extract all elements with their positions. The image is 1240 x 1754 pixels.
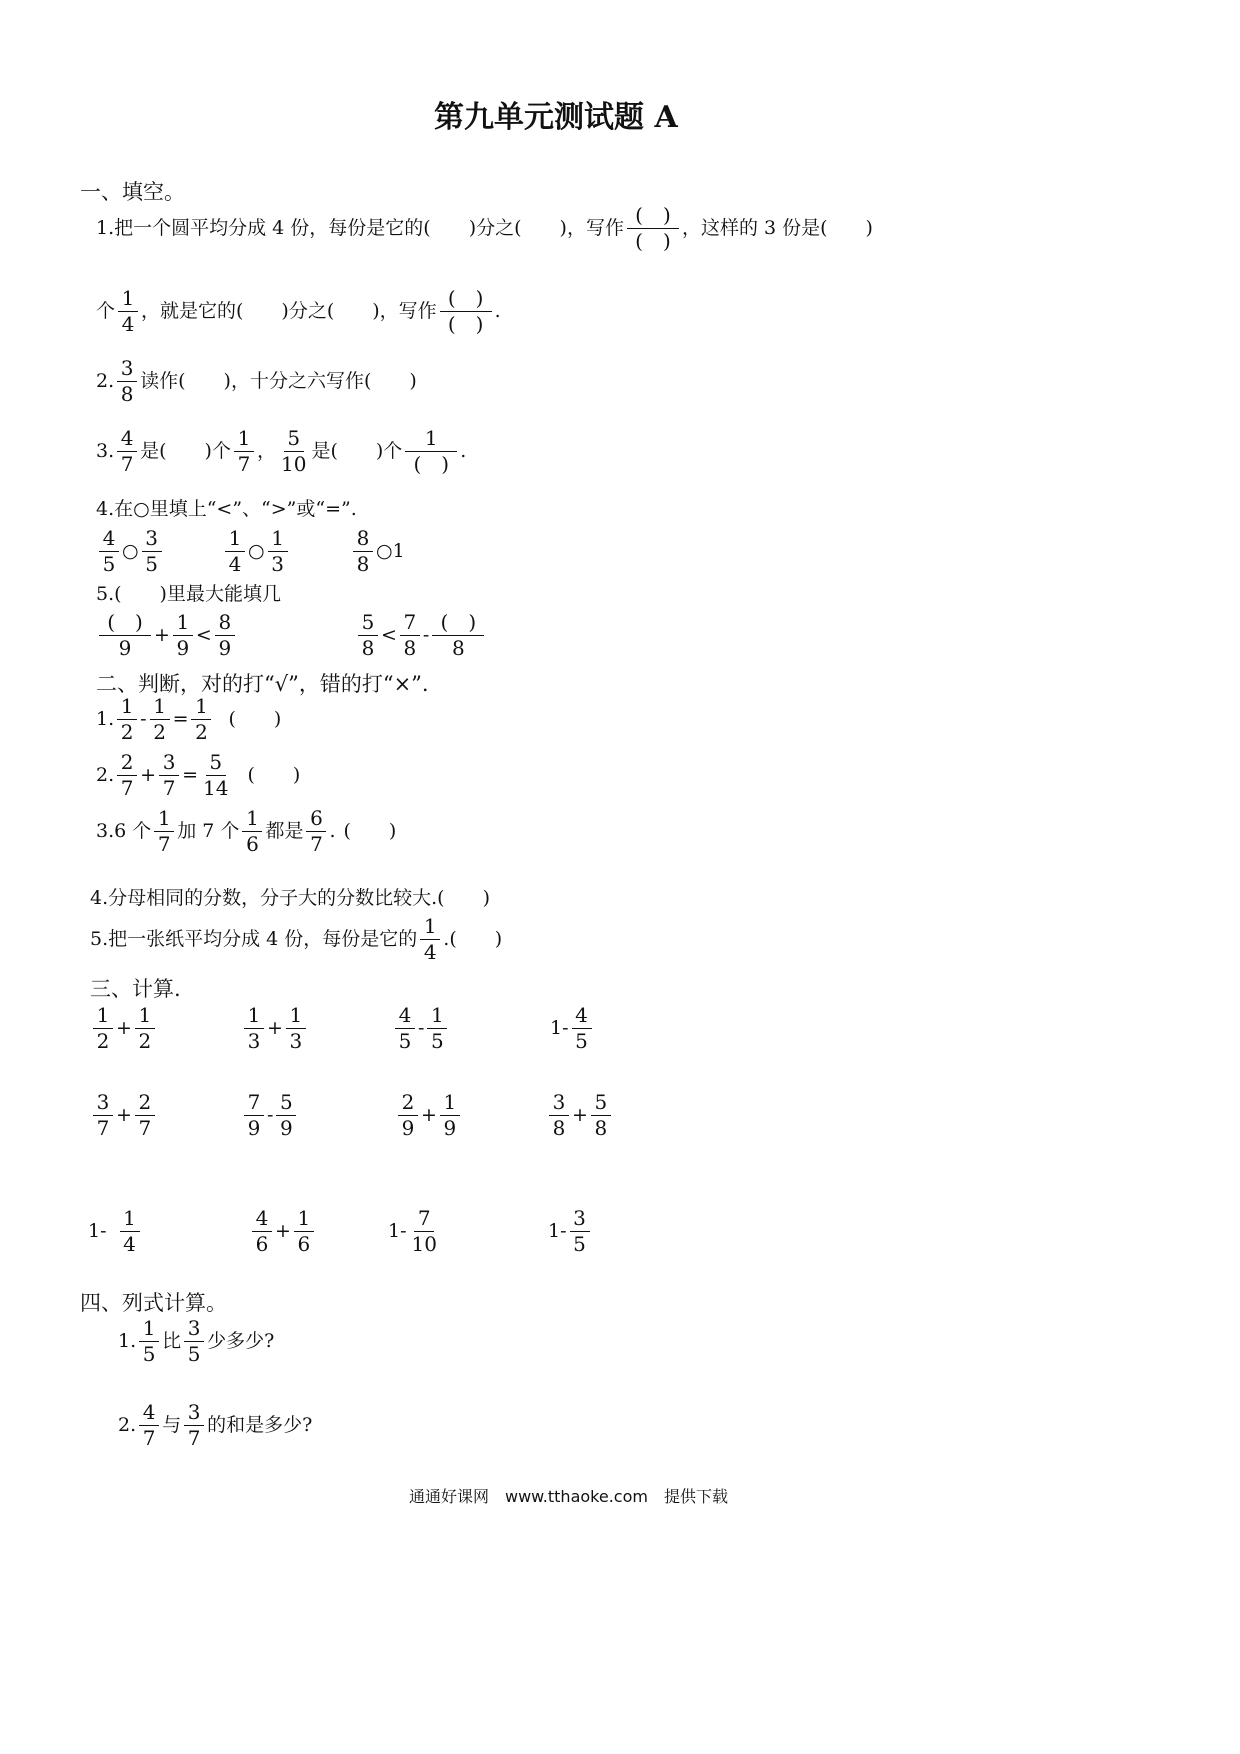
section-heading: 二、判断，对的打“√”，错的打“×”. [96, 672, 429, 696]
fraction: $\frac{2}{7}$ [135, 1092, 155, 1139]
fraction: $\frac{1}{2}$ [191, 696, 211, 743]
fraction: $\frac{8}{9}$ [215, 612, 235, 659]
text: ，这样的 3 份是( ) [681, 217, 873, 239]
calc-item [90, 1005, 158, 1052]
circle-blank[interactable]: ○ [376, 540, 393, 562]
text: ，就是它的( )分之( )，写作 [141, 300, 437, 322]
fraction: $\frac{2}{9}$ [398, 1092, 418, 1139]
operator: < [381, 624, 397, 646]
text: 1- [550, 1017, 569, 1039]
operator: + [116, 1104, 132, 1126]
operator: - [140, 708, 147, 730]
fraction: $\frac{4}{7}$ [139, 1402, 159, 1449]
fraction: $\frac{7}{10}$ [411, 1206, 437, 1256]
word-problem-2 [118, 1402, 312, 1449]
text: 1. [96, 708, 115, 730]
operator: - [422, 624, 430, 646]
fraction: $\frac{1}{7}$ [234, 428, 254, 475]
judge-5 [90, 916, 502, 963]
fraction: $\frac{3}{7}$ [159, 752, 179, 799]
operator: = [172, 708, 189, 730]
text: 1 [392, 540, 405, 562]
fraction: $\frac{1}{6}$ [242, 808, 262, 855]
operator: + [140, 764, 157, 786]
compare-1 [96, 528, 165, 575]
word-problem-1 [118, 1318, 274, 1365]
judge-2 [96, 752, 300, 799]
circle-blank[interactable]: ○ [248, 540, 265, 562]
fraction: $\frac{3}{8}$ [549, 1092, 569, 1139]
text: . [494, 300, 501, 322]
fraction: $\frac{3}{7}$ [184, 1402, 204, 1449]
answer-blank[interactable]: ( ) [247, 764, 301, 786]
text: 个 [96, 300, 116, 322]
fraction: $\frac{5}{8}$ [358, 612, 378, 659]
fraction: $\frac{( )}{( )}$ [440, 288, 492, 335]
calc-item [90, 1092, 158, 1139]
fraction: $\frac{1}{3}$ [286, 1005, 306, 1052]
fill-q5: 5.( )里最大能填几 [96, 583, 281, 605]
circle-blank[interactable]: ○ [122, 540, 139, 562]
footer: 通通好课网 www.tthaoke.com 提供下载 [409, 1487, 728, 1506]
fraction: $\frac{4}{6}$ [252, 1208, 272, 1255]
text: 的和是多少? [207, 1414, 313, 1436]
judge-3 [96, 808, 396, 855]
fraction: $\frac{1}{4}$ [118, 288, 138, 335]
fraction: $\frac{2}{7}$ [117, 752, 137, 799]
fill-q1-line2 [96, 288, 501, 335]
fraction: $\frac{3}{8}$ [117, 358, 137, 405]
compare-3 [350, 528, 405, 575]
text: 2. [96, 764, 115, 786]
section-heading: 三、计算. [90, 977, 181, 1001]
operator: - [267, 1104, 274, 1126]
text: . [460, 440, 467, 462]
text: . [329, 820, 336, 842]
calc-item [88, 1208, 143, 1255]
ineq-2 [355, 612, 487, 659]
fraction: $\frac{7}{8}$ [400, 612, 420, 659]
text: 1. [118, 1330, 137, 1352]
fraction: $\frac{4}{5}$ [395, 1005, 415, 1052]
fraction: $\frac{1}{7}$ [154, 808, 174, 855]
page-title: 第九单元测试题 A [434, 100, 678, 135]
fraction: $\frac{1}{4}$ [420, 916, 440, 963]
calc-item [550, 1005, 595, 1052]
fraction: $\frac{1}{2}$ [150, 696, 170, 743]
text: 都是 [265, 820, 304, 842]
calc-item [395, 1092, 463, 1139]
calc-item [548, 1208, 593, 1255]
fraction: $\frac{( )}{8}$ [432, 612, 484, 659]
operator: < [195, 624, 212, 646]
operator: + [421, 1104, 437, 1126]
judge-1 [96, 696, 281, 743]
fraction: $\frac{4}{5}$ [99, 528, 119, 575]
text: 3. [96, 440, 115, 462]
fraction: $\frac{1}{5}$ [427, 1005, 447, 1052]
calc-item [392, 1005, 450, 1052]
text: .( ) [443, 928, 503, 950]
operator: + [275, 1220, 291, 1242]
fraction: $\frac{1}{3}$ [244, 1005, 264, 1052]
text: 1.把一个圆平均分成 4 份，每份是它的( )分之( )，写作 [96, 217, 624, 239]
fraction: $\frac{1}{4}$ [120, 1208, 140, 1255]
operator: + [116, 1017, 132, 1039]
text: 少多少? [207, 1330, 275, 1352]
text: 2. [118, 1414, 137, 1436]
text: 1- [548, 1220, 567, 1242]
operator: + [572, 1104, 588, 1126]
ineq-1 [96, 612, 238, 659]
answer-blank[interactable]: ( ) [343, 820, 397, 842]
calc-item [249, 1208, 317, 1255]
fraction: $\frac{6}{7}$ [306, 808, 326, 855]
fraction: $\frac{8}{8}$ [353, 528, 373, 575]
text: ， [256, 440, 276, 462]
text: 比 [162, 1330, 182, 1352]
fraction: $\frac{1}{9}$ [173, 612, 193, 659]
fraction: $\frac{5}{8}$ [591, 1092, 611, 1139]
fraction: $\frac{3}{7}$ [93, 1092, 113, 1139]
operator: = [182, 764, 198, 786]
calc-item [241, 1005, 309, 1052]
fill-q3 [96, 428, 466, 475]
section-heading: 四、列式计算。 [80, 1291, 227, 1315]
calc-item [388, 1208, 442, 1255]
operator: + [267, 1017, 283, 1039]
fill-q4: 4.在○里填上“<”、“>”或“=”. [96, 498, 357, 520]
fraction: $\frac{5}{10}$ [280, 426, 307, 476]
section-heading: 一、填空。 [80, 180, 185, 204]
operator: + [154, 624, 170, 646]
text: 3.6 个 [96, 820, 152, 842]
text: 与 [162, 1414, 182, 1436]
text: 是( )个 [140, 440, 231, 462]
fraction: $\frac{3}{5}$ [142, 528, 162, 575]
calc-item [546, 1092, 614, 1139]
judge-4: 4.分母相同的分数，分子大的分数比较大.( ) [90, 887, 490, 909]
fraction: $\frac{4}{7}$ [117, 428, 137, 475]
fraction: $\frac{1}{5}$ [139, 1318, 159, 1365]
text: 是( )个 [311, 440, 403, 462]
fraction: $\frac{( )}{9}$ [99, 612, 151, 659]
fraction: $\frac{3}{5}$ [570, 1208, 590, 1255]
fraction: $\frac{1}{3}$ [268, 528, 288, 575]
fraction: $\frac{5}{14}$ [202, 750, 229, 800]
text: 5.把一张纸平均分成 4 份，每份是它的 [90, 928, 418, 950]
answer-blank[interactable]: ( ) [228, 708, 282, 730]
fraction: $\frac{1}{6}$ [294, 1208, 314, 1255]
fraction: $\frac{1}{9}$ [440, 1092, 460, 1139]
text: 1- [388, 1220, 407, 1242]
fraction: $\frac{1}{2}$ [93, 1005, 113, 1052]
fraction: $\frac{7}{9}$ [244, 1092, 264, 1139]
calc-item [241, 1092, 299, 1139]
fraction: $\frac{1}{2}$ [135, 1005, 155, 1052]
fraction: $\frac{1}{2}$ [117, 696, 137, 743]
fraction: $\frac{4}{5}$ [572, 1005, 592, 1052]
text: 加 7 个 [177, 820, 240, 842]
text: 读作( )，十分之六写作( ) [140, 370, 417, 392]
fraction: $\frac{1}{4}$ [225, 528, 245, 575]
fill-q2 [96, 358, 417, 405]
text: 2. [96, 370, 115, 392]
compare-2 [222, 528, 291, 575]
fraction: $\frac{3}{5}$ [184, 1318, 204, 1365]
fraction: $\frac{5}{9}$ [276, 1092, 296, 1139]
text: 1- [88, 1220, 107, 1242]
fraction: $\frac{1}{( )}$ [405, 428, 457, 475]
operator: - [418, 1017, 425, 1039]
fill-q1-line1 [96, 205, 873, 252]
fraction: $\frac{( )}{( )}$ [627, 205, 679, 252]
